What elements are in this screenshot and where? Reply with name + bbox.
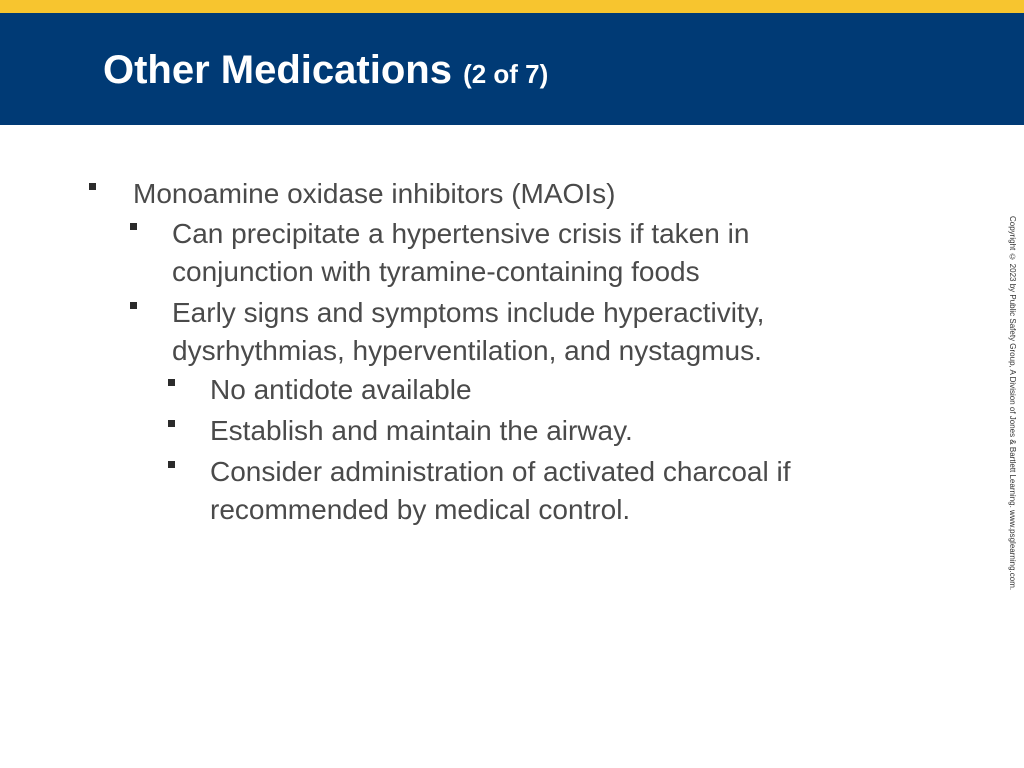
copyright-notice: Copyright © 2023 by Public Safety Group, A Division of Jones & Bartlett Learning. www.psglearning.com. [1008,216,1017,591]
bullet-item-level3 [210,453,870,529]
bullet-item-level3 [210,371,870,409]
bullet-text: Monoamine oxidase inhibitors (MAOIs) [133,178,616,209]
bullet-text: Consider administration of activated charcoal if recommended by medical control. [210,456,791,525]
slide-title-text: Other Medications [103,48,452,92]
square-bullet-icon [168,379,175,386]
square-bullet-icon [168,461,175,468]
bullet-item-level2 [172,215,862,291]
bullet-item-level2 [172,294,862,370]
square-bullet-icon [168,420,175,427]
bullet-text: Can precipitate a hypertensive crisis if taken in conjunction with tyramine-containing foods [172,218,750,287]
bullet-text: Early signs and symptoms include hyperactivity, dysrhythmias, hyperventilation, and nystagmus. [172,297,765,366]
square-bullet-icon [89,183,96,190]
bullet-item-level1 [133,175,893,213]
square-bullet-icon [130,223,137,230]
bullet-text: No antidote available [210,374,472,405]
slide-title-page-indicator: (2 of 7) [463,59,549,89]
bullet-text: Establish and maintain the airway. [210,415,633,446]
bullet-item-level3 [210,412,870,450]
square-bullet-icon [130,302,137,309]
